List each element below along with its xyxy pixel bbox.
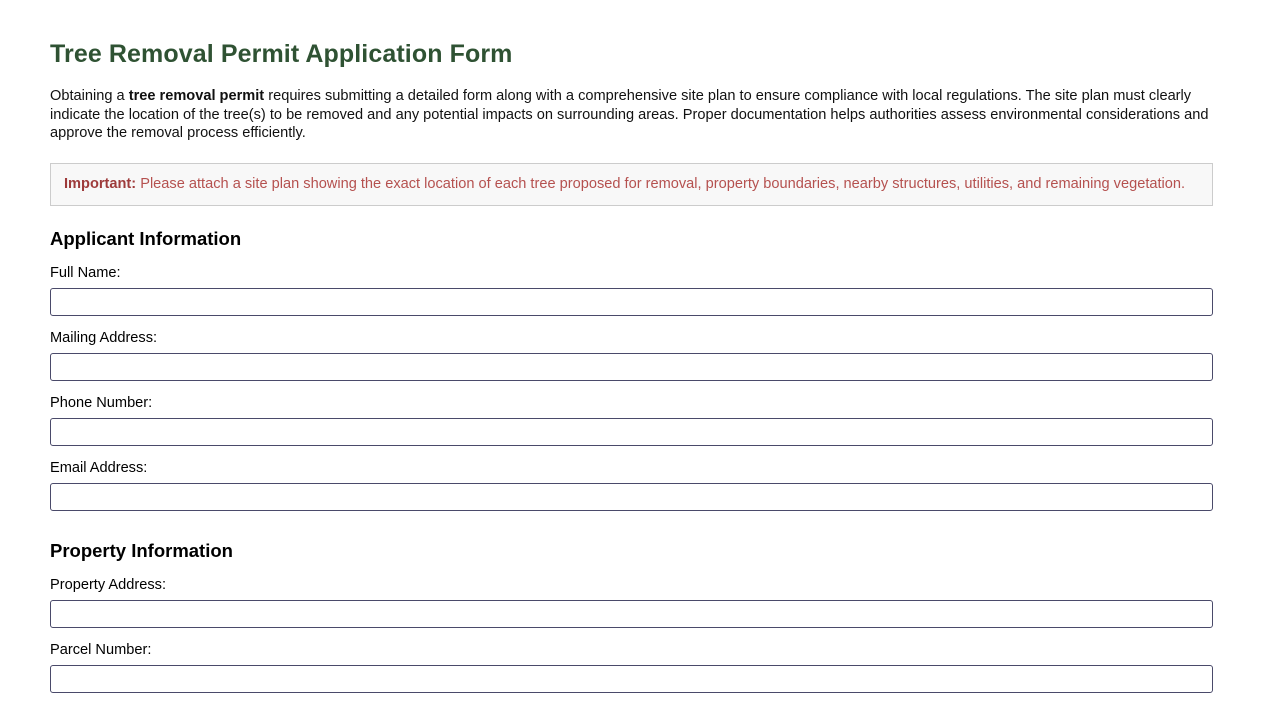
intro-paragraph xyxy=(50,87,1213,143)
label-phone-number: Phone Number: xyxy=(50,395,153,411)
input-full-name[interactable] xyxy=(50,288,1213,316)
notice-message: Please attach a site plan showing the exact location of each tree proposed for removal, property boundaries, nearby structures, utilities, and remaining vegetation. xyxy=(136,175,1186,192)
field-full-name xyxy=(50,264,1213,316)
section-heading-applicant-information: Applicant Information xyxy=(50,228,242,249)
field-parcel-number xyxy=(50,641,1213,693)
label-property-address: Property Address: xyxy=(50,577,166,593)
page-title: Tree Removal Permit Application Form xyxy=(50,40,513,68)
input-phone-number[interactable] xyxy=(50,418,1213,446)
field-phone-number xyxy=(50,394,1213,446)
input-property-address[interactable] xyxy=(50,600,1213,628)
input-email-address[interactable] xyxy=(50,483,1213,511)
label-email-address: Email Address: xyxy=(50,460,148,476)
label-parcel-number: Parcel Number: xyxy=(50,642,152,658)
label-mailing-address: Mailing Address: xyxy=(50,330,158,346)
input-parcel-number[interactable] xyxy=(50,665,1213,693)
field-mailing-address xyxy=(50,329,1213,381)
intro-text-part1: Obtaining a xyxy=(50,88,129,104)
label-full-name: Full Name: xyxy=(50,265,121,281)
intro-text-part2: requires submitting a detailed form along with a comprehensive site plan to ensure compliance with local regulations. The site plan must clearly indicate the location of the tree(s) to be removed and any potential impacts on surrounding areas. Proper documentation helps authorities assess environmental considerations and approve the removal process efficiently. xyxy=(50,88,1209,141)
section-spacer xyxy=(50,524,1213,540)
field-email-address xyxy=(50,459,1213,511)
important-notice xyxy=(50,163,1213,207)
intro-bold-term: tree removal permit xyxy=(128,88,265,104)
field-property-address xyxy=(50,576,1213,628)
section-heading-property-information: Property Information xyxy=(50,540,233,561)
input-mailing-address[interactable] xyxy=(50,353,1213,381)
notice-body xyxy=(64,176,1185,192)
notice-lead-label: Important: xyxy=(64,175,137,192)
